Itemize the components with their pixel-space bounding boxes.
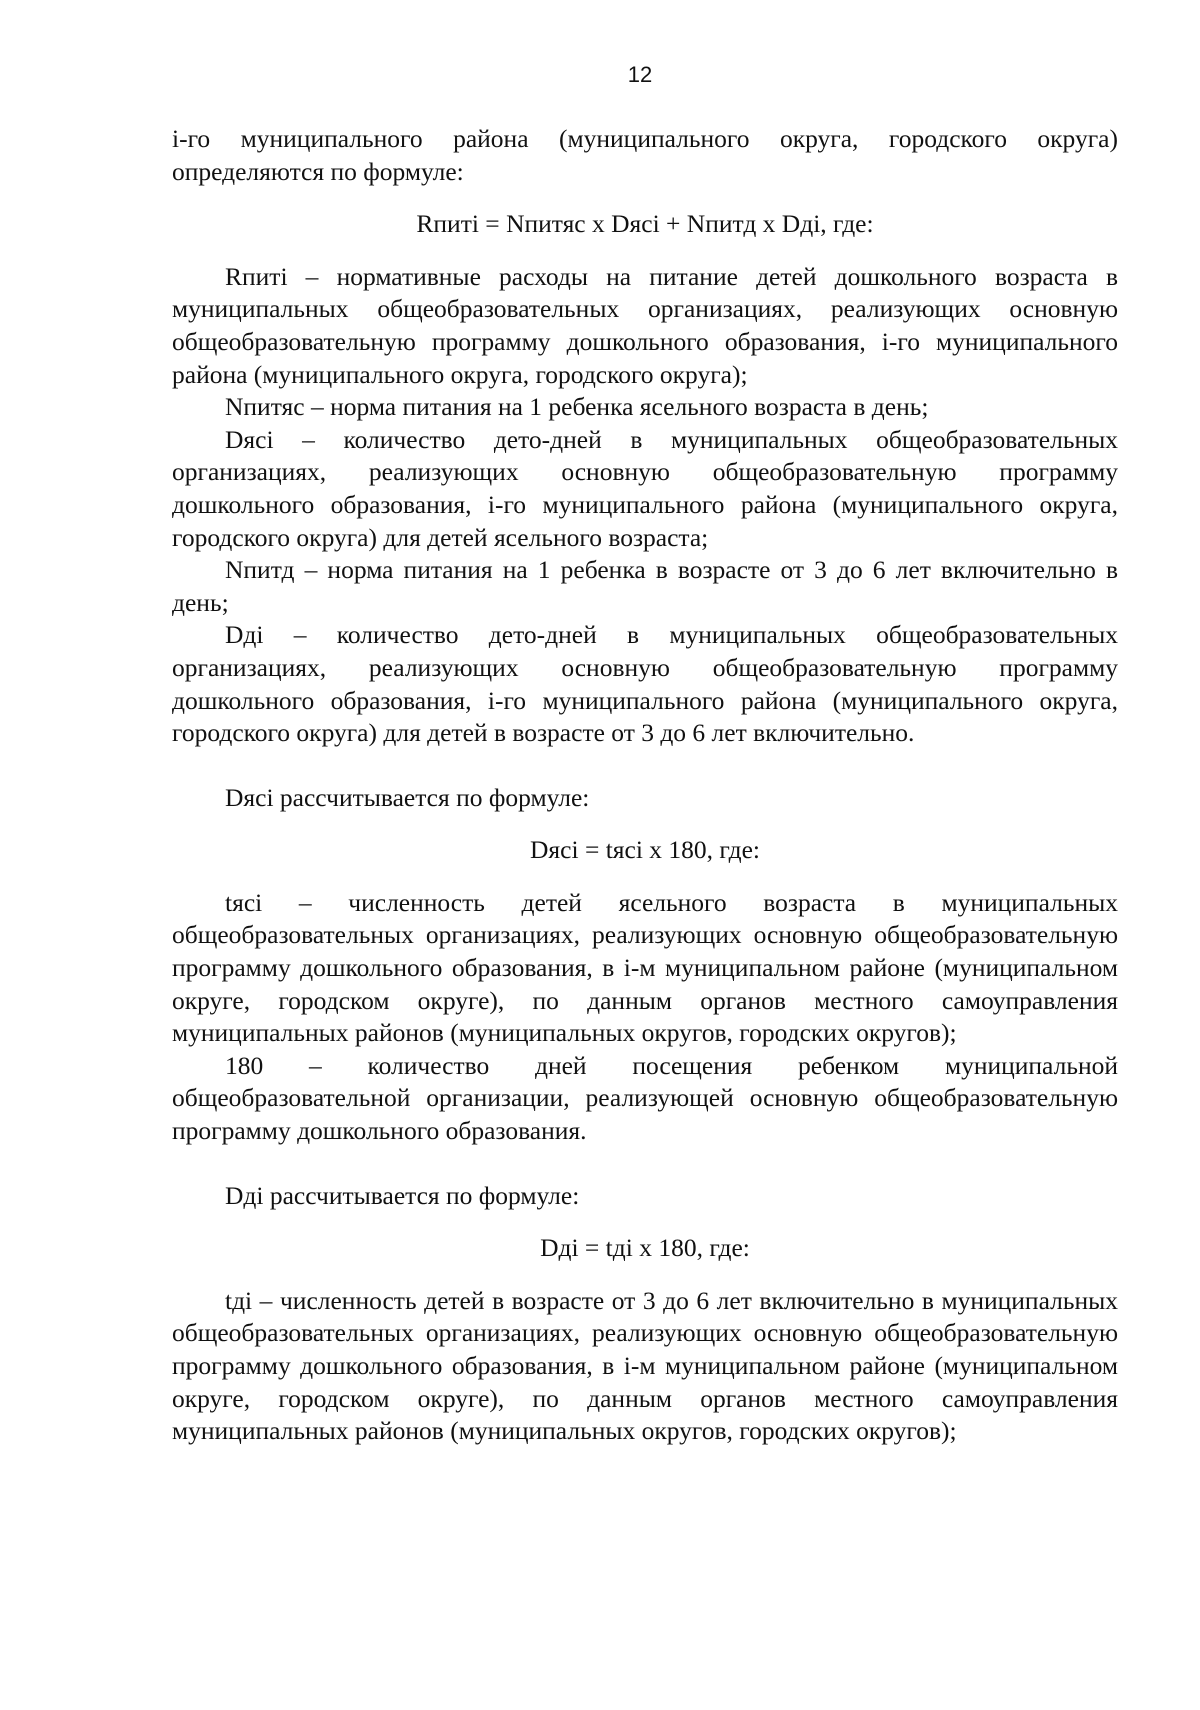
intro-paragraph: i-го муниципального района (муниципального округа, городского округа) определяются по формуле:	[172, 124, 1118, 186]
page-number: 12	[627, 62, 653, 87]
definition-dd: Dдi – количество дето-дней в муниципальных общеобразовательных организациях, реализующих основную общеобразовательную программу дошкольного образования, i-го муниципального района (муниципального округа, городского округа) для детей в возрасте от 3 до 6 лет включительно.	[172, 620, 1118, 748]
definition-npityas: Nпитяс – норма питания на 1 ребенка ясельного возраста в день;	[225, 392, 929, 422]
definition-180: 180 – количество дней посещения ребенком муниципальной общеобразовательной организации, реализующей основную общеобразовательную программу дошкольного образования.	[172, 1050, 1118, 1146]
definition-dyas: Dясi – количество дето-дней в муниципальных общеобразовательных организациях, реализующих основную общеобразовательную программу дошкольного образования, i-го муниципального района (муниципального округа, городского округа) для детей ясельного возраста;	[172, 424, 1118, 552]
definition-tyas: tясi – численность детей ясельного возраста в муниципальных общеобразовательных организациях, реализующих основную общеобразовательную программу дошкольного образования, в i-м муниципальном районе (муниципальном округе, городском округе), по данным органов местного самоуправления муниципальных районов (муниципальных округов, городских округов);	[172, 887, 1118, 1048]
definition-npitd: Nпитд – норма питания на 1 ребенка в возрасте от 3 до 6 лет включительно в день;	[172, 555, 1118, 617]
formula-dd: Dдi = tдi x 180, где:	[540, 1233, 750, 1263]
formula-dyas: Dясi = tясi x 180, где:	[530, 835, 760, 865]
definition-td: tдi – численность детей в возрасте от 3 до 6 лет включительно в муниципальных общеобразовательных организациях, реализующих основную общеобразовательную программу дошкольного образования, в i-м муниципальном районе (муниципальном округе, городском округе), по данным органов местного самоуправления муниципальных районов (муниципальных округов, городских округов);	[172, 1285, 1118, 1446]
definition-rpit: Rпитi – нормативные расходы на питание детей дошкольного возраста в муниципальных общеобразовательных организациях, реализующих основную общеобразовательную программу дошкольного образования, i-го муниципального района (муниципального округа, городского округа);	[172, 261, 1118, 389]
formula-rpit: Rпитi = Nпитяс x Dясi + Nпитд x Dдi, где:	[416, 209, 874, 239]
dyas-intro: Dясi рассчитывается по формуле:	[225, 782, 590, 812]
document-body	[172, 123, 1118, 1448]
dd-intro: Dдi рассчитывается по формуле:	[225, 1180, 580, 1210]
